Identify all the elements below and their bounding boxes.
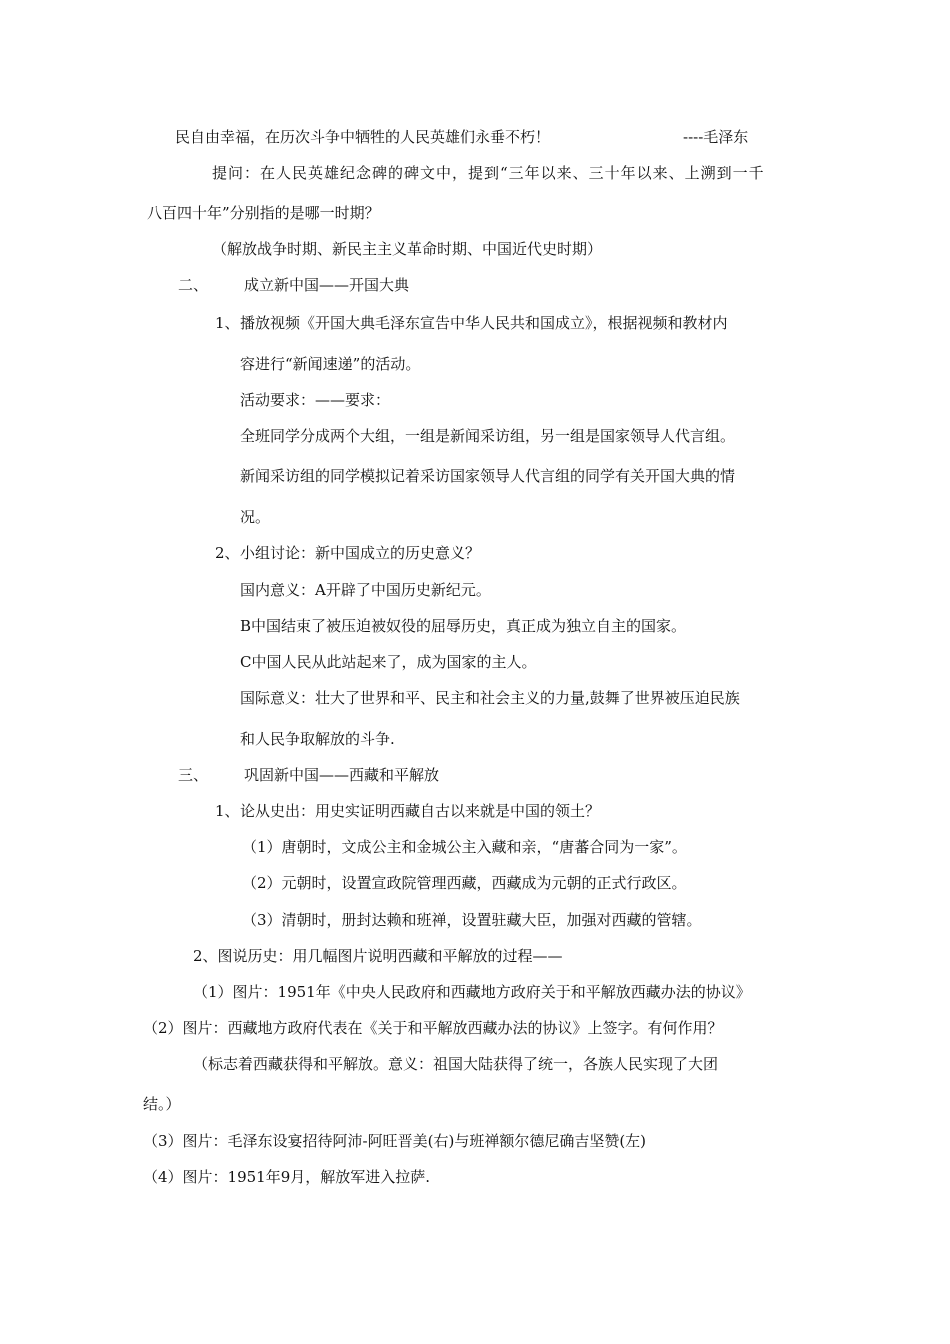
section-number: 二、 [178, 276, 209, 294]
section-number: 三、 [178, 766, 209, 784]
item-number: 1、 [215, 802, 240, 820]
text-line: （3）图片：毛泽东设宴招待阿沛-阿旺晋美(右)与班禅额尔德尼确吉坚赞(左) [143, 1132, 647, 1150]
text-line: 提问：在人民英雄纪念碑的碑文中，提到“三年以来、三十年以来、上溯到一千 [212, 164, 765, 182]
text-line: 和人民争取解放的斗争. [240, 730, 395, 748]
text-line: 八百四十年”分别指的是哪一时期？ [147, 204, 380, 222]
text-line: （2）图片：西藏地方政府代表在《关于和平解放西藏办法的协议》上签字。有何作用？ [143, 1019, 723, 1037]
text-line: （1）图片：1951年《中央人民政府和西藏地方政府关于和平解放西藏办法的协议》 [193, 983, 751, 1001]
text-line: 活动要求：——要求： [240, 391, 391, 409]
text-line: 2、图说历史：用几幅图片说明西藏和平解放的过程—— [193, 947, 563, 965]
text-line: （4）图片：1951年9月，解放军进入拉萨. [143, 1168, 431, 1186]
item-number: 1、 [215, 314, 240, 332]
text-line: （2）元朝时，设置宣政院管理西藏，西藏成为元朝的正式行政区。 [242, 874, 687, 892]
item-number: 2、 [215, 544, 240, 562]
section-heading: 成立新中国——开国大典 [244, 276, 410, 294]
text-line: 况。 [240, 508, 271, 526]
text-line: （标志着西藏获得和平解放。意义：祖国大陆获得了统一，各族人民实现了大团 [193, 1055, 719, 1073]
attribution: ----毛泽东 [683, 128, 749, 146]
text-line: 结。） [143, 1095, 181, 1113]
text-line: 播放视频《开国大典毛泽东宣告中华人民共和国成立》，根据视频和教材内 [240, 314, 728, 332]
text-line: 民自由幸福，在历次斗争中牺牲的人民英雄们永垂不朽！ [175, 128, 551, 146]
section-heading: 巩固新中国——西藏和平解放 [244, 766, 440, 784]
text-line: 小组讨论：新中国成立的历史意义？ [240, 544, 481, 562]
text-line: 新闻采访组的同学模拟记着采访国家领导人代言组的同学有关开国大典的情 [240, 467, 736, 485]
text-line: 国内意义：A开辟了中国历史新纪元。 [240, 581, 491, 599]
text-line: 论从史出：用史实证明西藏自古以来就是中国的领土？ [240, 802, 601, 820]
text-line: （3）清朝时，册封达赖和班禅，设置驻藏大臣，加强对西藏的管辖。 [242, 911, 702, 929]
text-line: 容进行“新闻速递”的活动。 [240, 355, 421, 373]
text-line: （1）唐朝时，文成公主和金城公主入藏和亲，“唐蕃合同为一家”。 [242, 838, 687, 856]
text-line: 全班同学分成两个大组，一组是新闻采访组，另一组是国家领导人代言组。 [240, 427, 736, 445]
text-line: C中国人民从此站起来了，成为国家的主人。 [240, 653, 537, 671]
text-line: （解放战争时期、新民主主义革命时期、中国近代史时期） [212, 240, 603, 258]
text-line: 国际意义：壮大了世界和平、民主和社会主义的力量,鼓舞了世界被压迫民族 [240, 689, 740, 707]
text-line: B中国结束了被压迫被奴役的屈辱历史，真正成为独立自主的国家。 [240, 617, 687, 635]
